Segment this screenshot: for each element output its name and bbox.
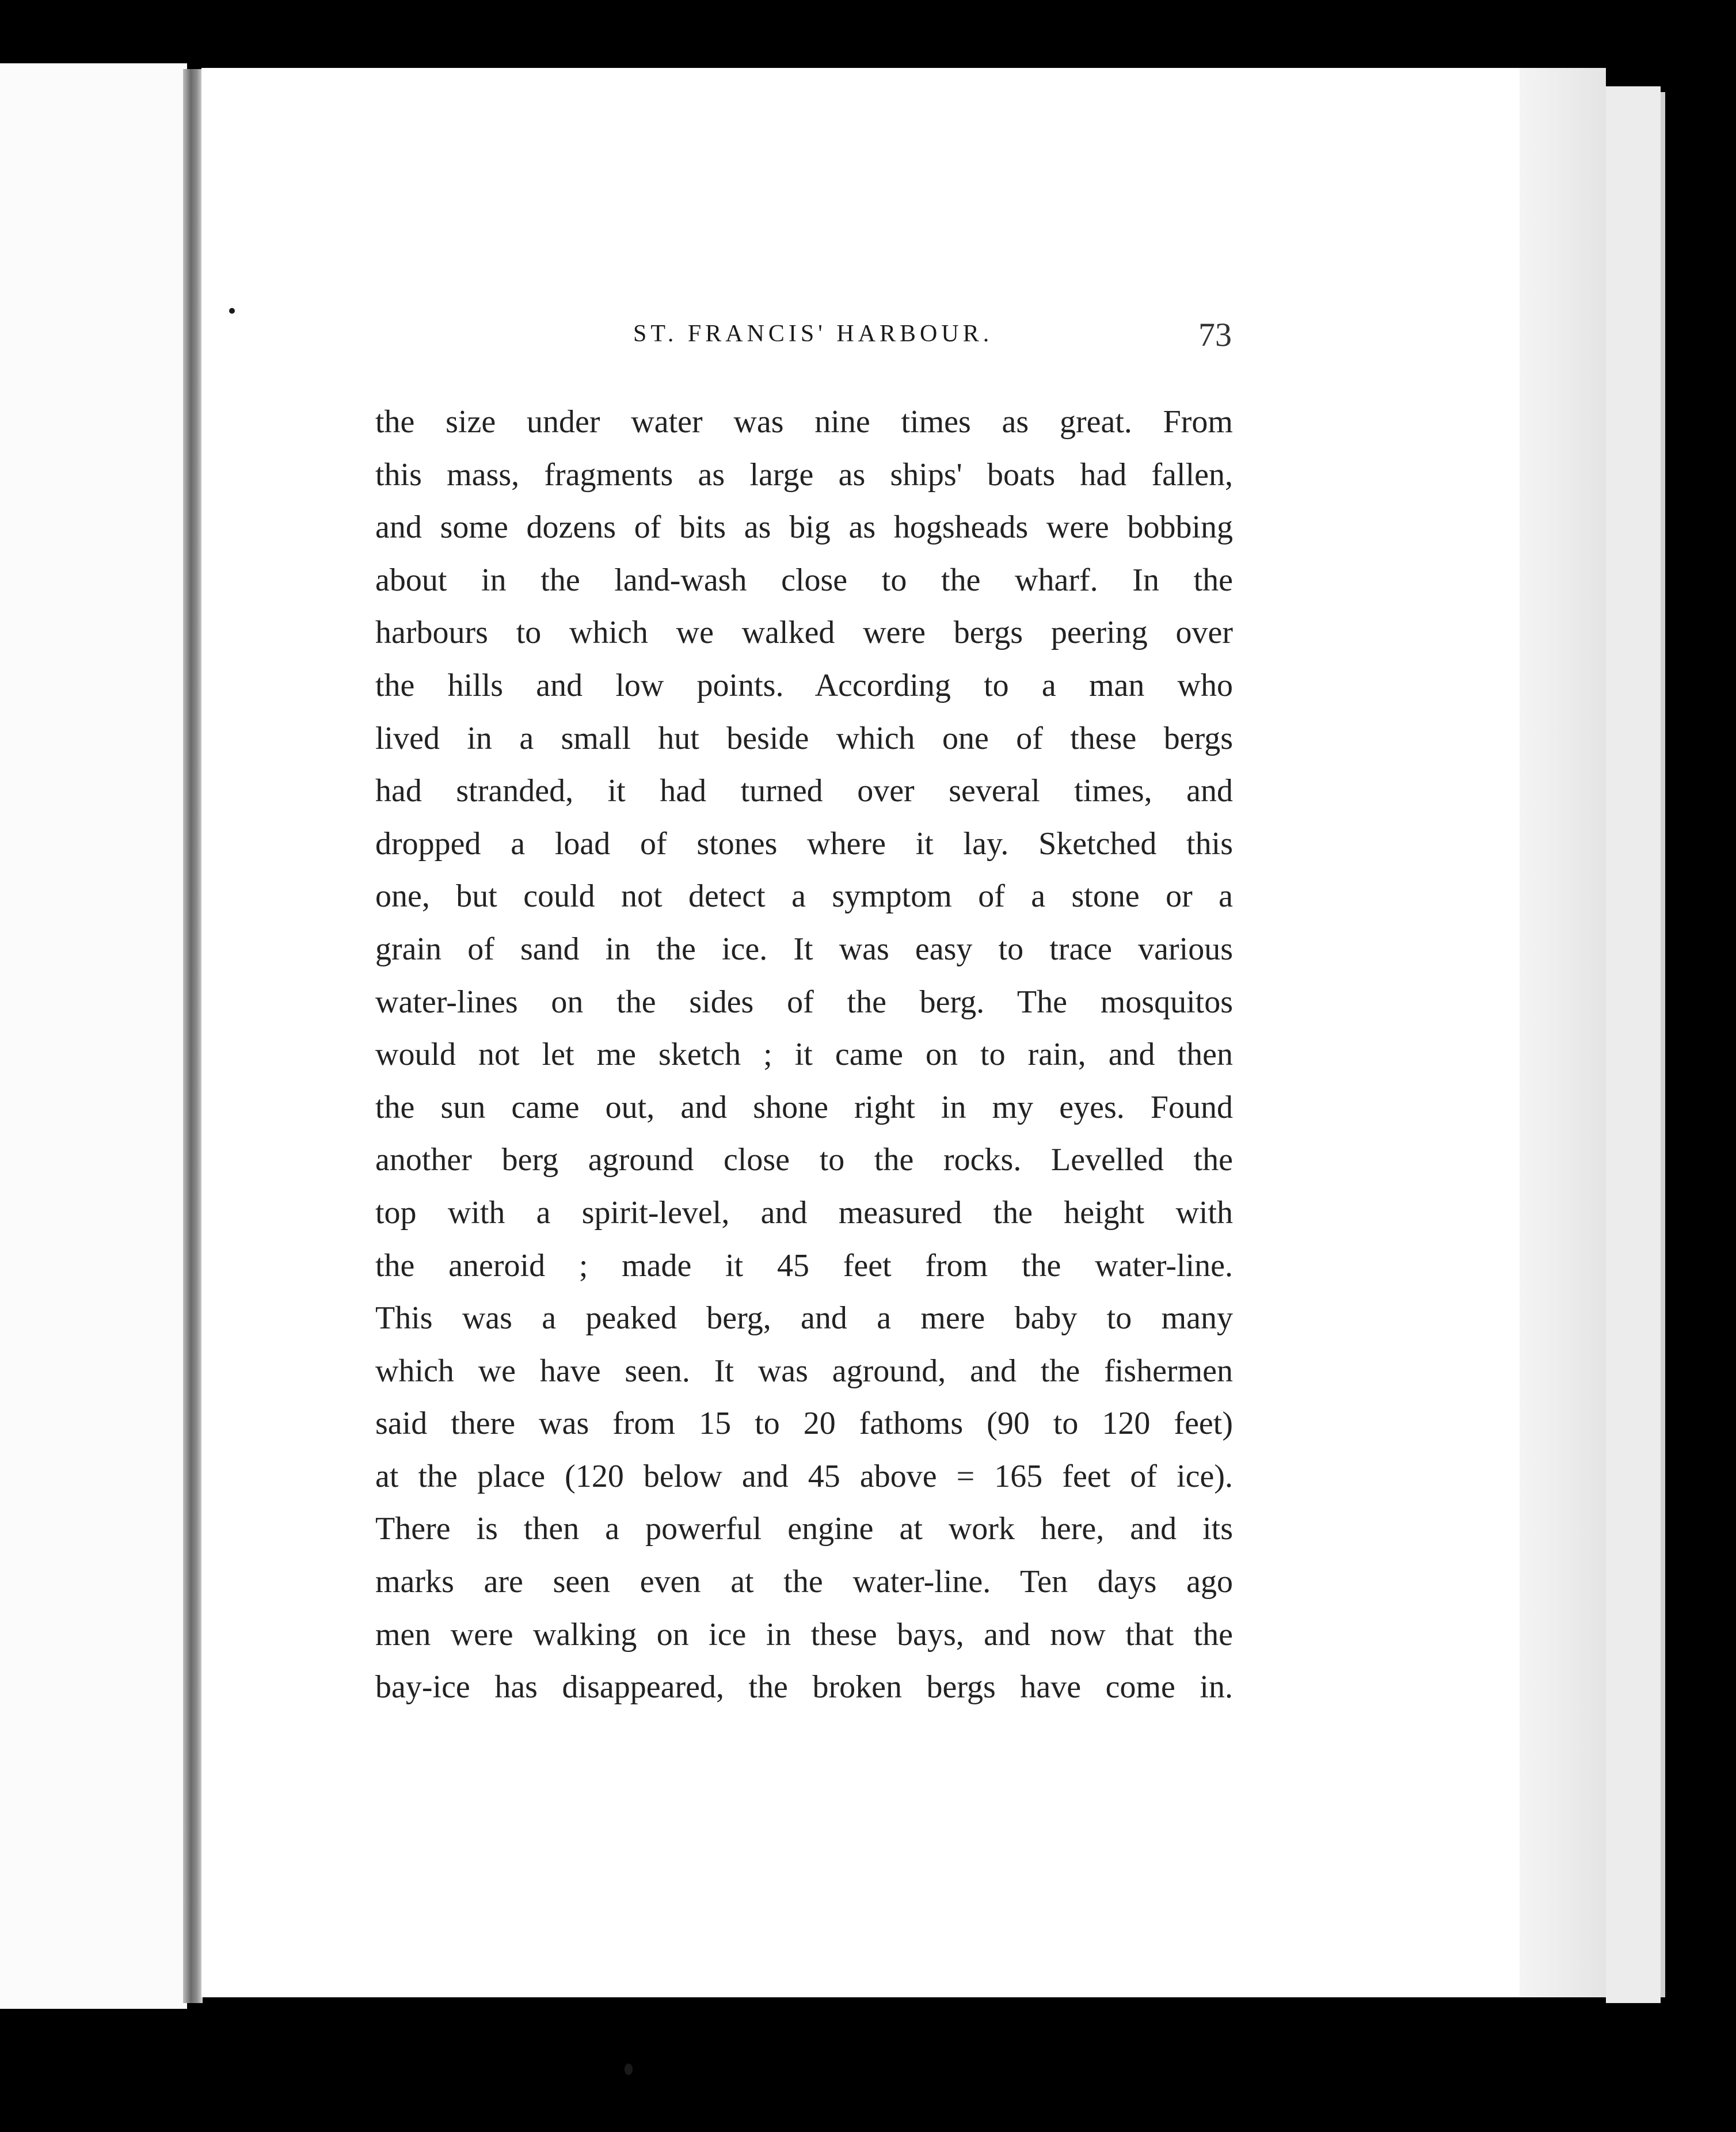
text-line: and some dozens of bits as big as hogsheads were bobbing xyxy=(375,509,1233,546)
text-line: dropped a load of stones where it lay. Sketched this xyxy=(375,825,1233,862)
text-line: this mass, fragments as large as ships' boats had fallen, xyxy=(375,456,1233,493)
text-line: bay-ice has disappeared, the broken bergs have come in. xyxy=(375,1669,1233,1705)
text-line: the sun came out, and shone right in my eyes. Found xyxy=(375,1089,1233,1125)
body-text xyxy=(375,396,1233,1714)
text-line: lived in a small hut beside which one of these bergs xyxy=(375,720,1233,756)
text-line: had stranded, it had turned over several times, and xyxy=(375,773,1233,809)
text-line: said there was from 15 to 20 fathoms (90 to 120 feet) xyxy=(375,1406,1233,1442)
text-line: one, but could not detect a symptom of a stone or a xyxy=(375,878,1233,915)
dust-speck xyxy=(229,308,235,314)
text-line: the aneroid ; made it 45 feet from the water-line. xyxy=(375,1247,1233,1284)
page-fore-edge xyxy=(1520,68,1606,1997)
book-gutter xyxy=(183,69,203,2003)
book-cover-board xyxy=(1606,86,1661,2003)
text-line: harbours to which we walked were bergs peering over xyxy=(375,615,1233,651)
text-line: which we have seen. It was aground, and the fishermen xyxy=(375,1353,1233,1389)
running-title: ST. FRANCIS' HARBOUR. xyxy=(633,321,993,347)
page-header xyxy=(374,316,1232,366)
facing-page-edge xyxy=(0,63,187,2009)
text-line: about in the land-wash close to the wharf. In the xyxy=(375,562,1233,598)
cover-board-edge xyxy=(1661,92,1665,1997)
dust-speck xyxy=(625,2064,633,2075)
page-number: 73 xyxy=(1198,316,1232,353)
text-line: marks are seen even at the water-line. Ten days ago xyxy=(375,1564,1233,1600)
text-line: top with a spirit-level, and measured the height with xyxy=(375,1194,1233,1231)
text-line: would not let me sketch ; it came on to rain, and then xyxy=(375,1037,1233,1073)
text-line: the size under water was nine times as great. From xyxy=(375,404,1233,440)
text-line: This was a peaked berg, and a mere baby to many xyxy=(375,1300,1233,1337)
text-line: grain of sand in the ice. It was easy to trace various xyxy=(375,931,1233,967)
text-line: another berg aground close to the rocks. Levelled the xyxy=(375,1142,1233,1178)
text-line: men were walking on ice in these bays, and now that the xyxy=(375,1616,1233,1653)
text-line: water-lines on the sides of the berg. The mosquitos xyxy=(375,984,1233,1020)
text-line: There is then a powerful engine at work here, and its xyxy=(375,1511,1233,1547)
text-line: at the place (120 below and 45 above = 165 feet of ice). xyxy=(375,1458,1233,1494)
text-line: the hills and low points. According to a man who xyxy=(375,667,1233,703)
